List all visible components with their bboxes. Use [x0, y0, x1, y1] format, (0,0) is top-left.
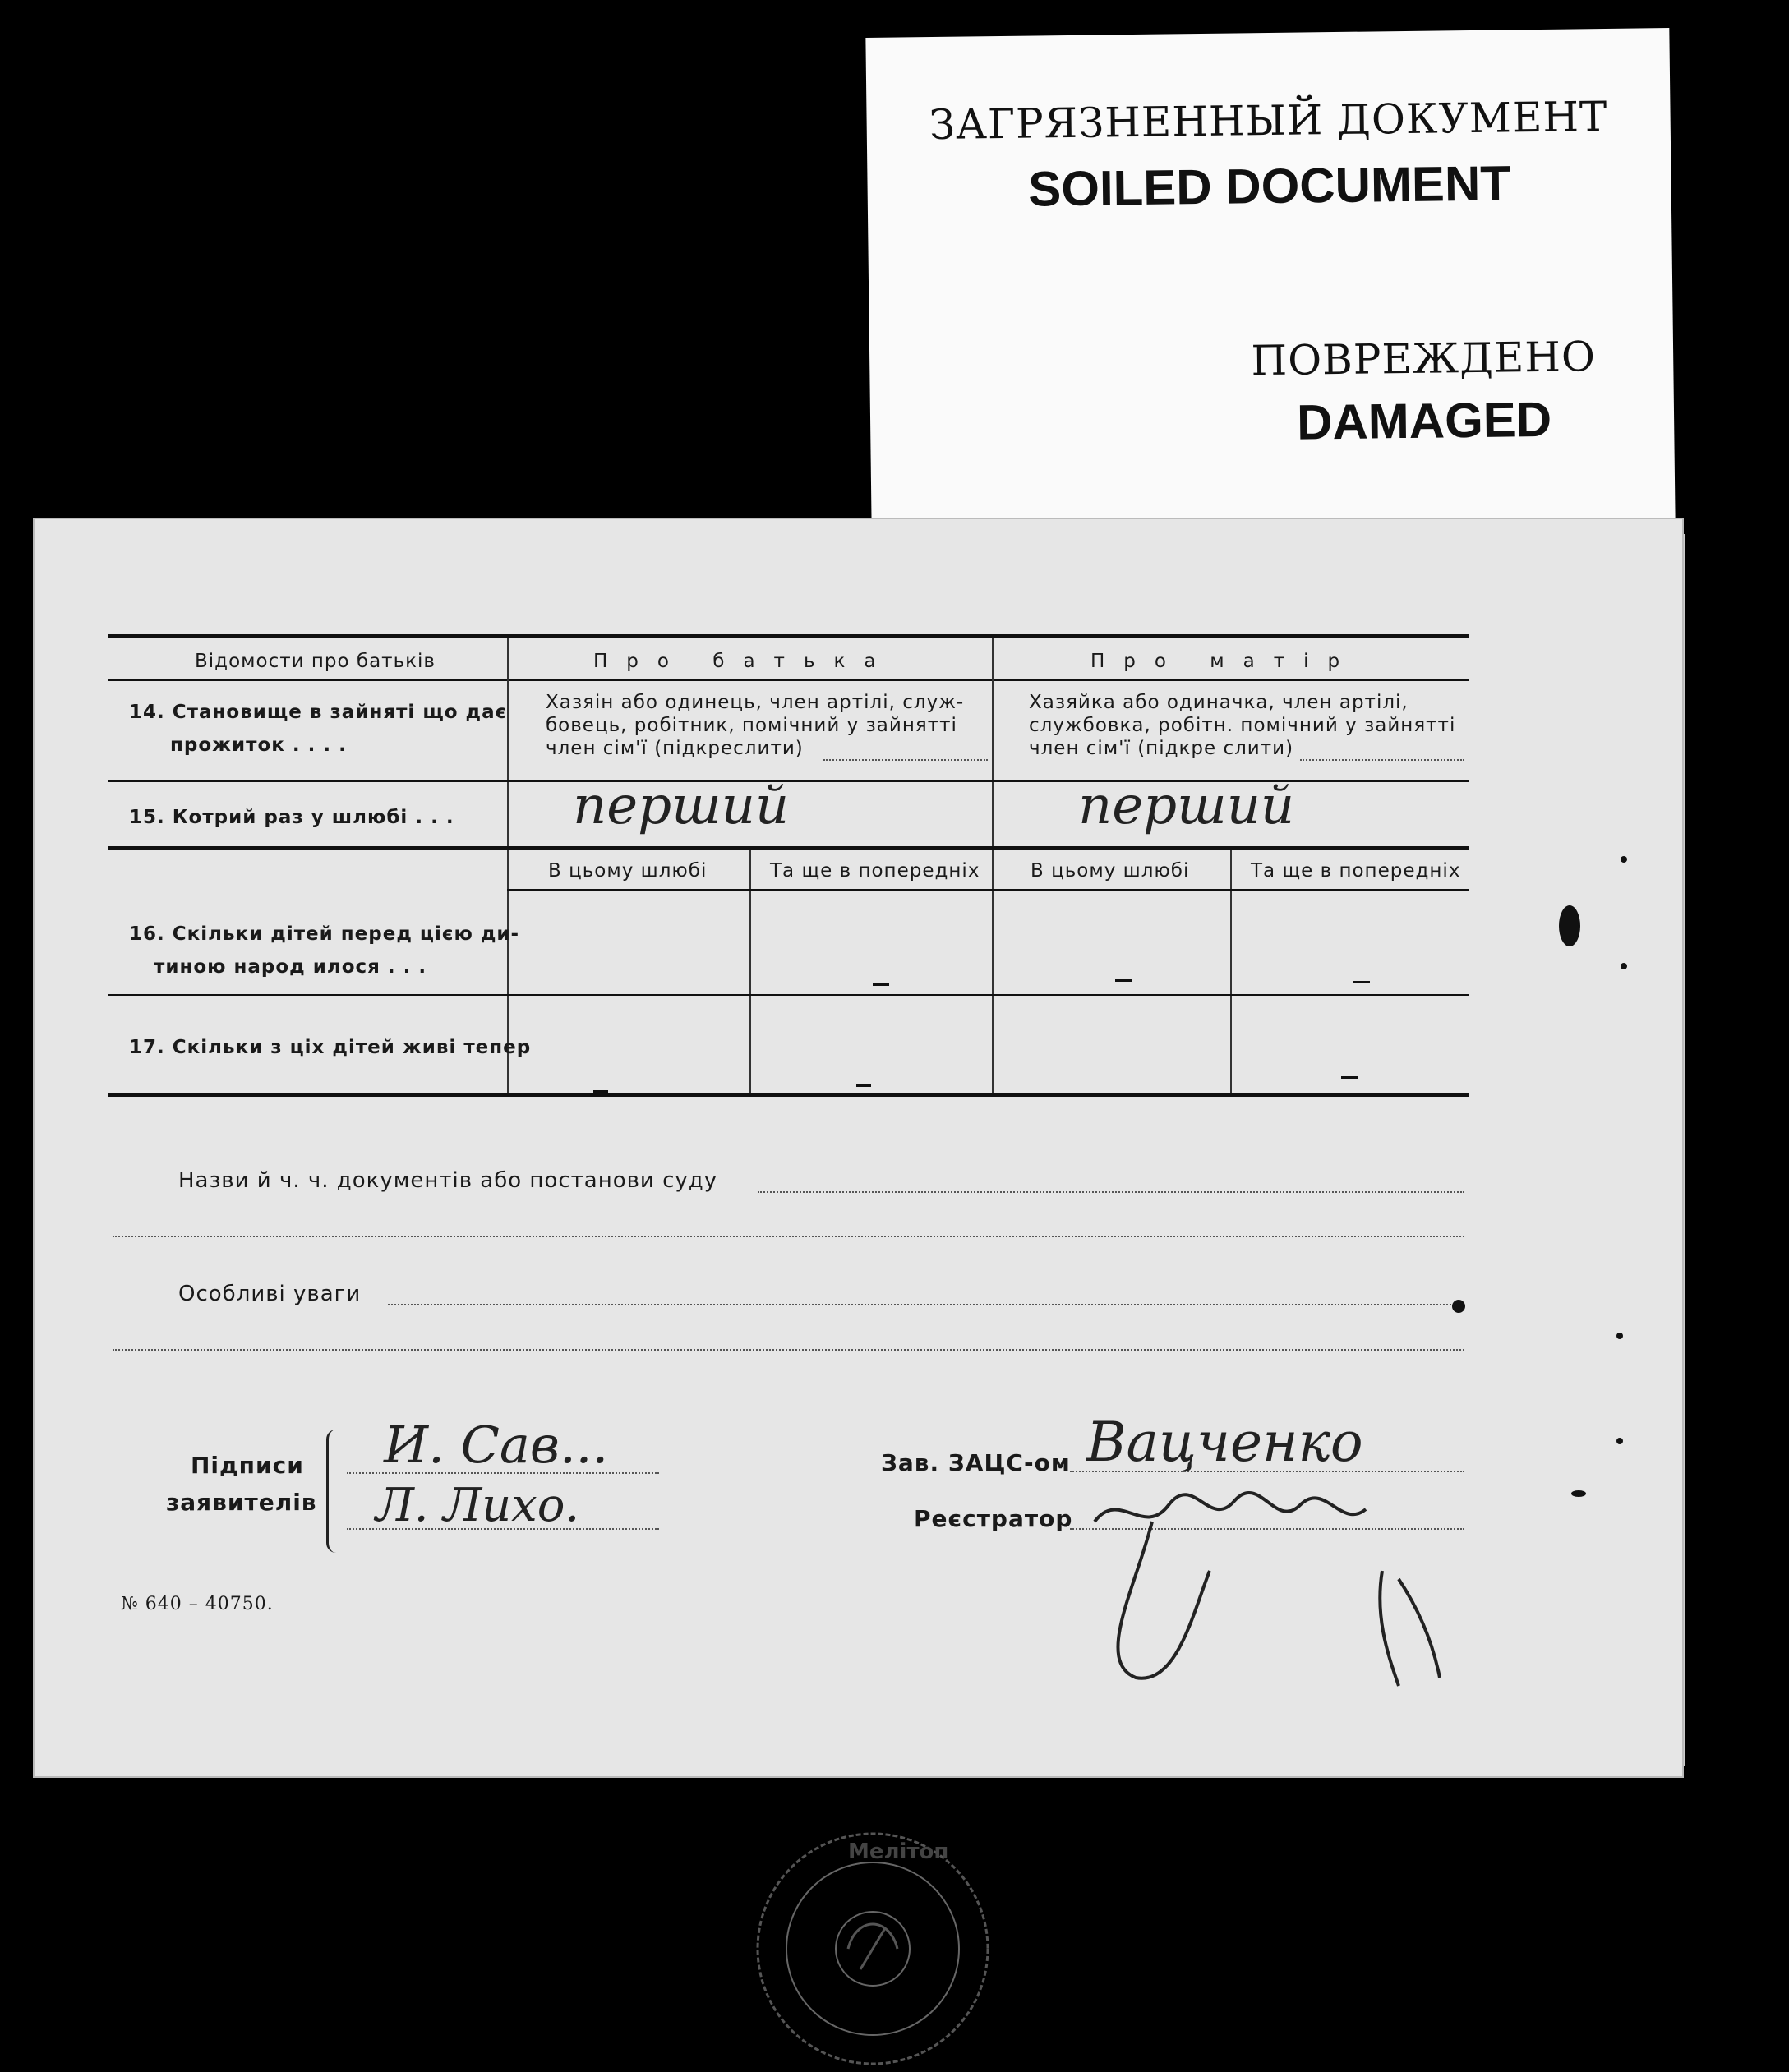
row14-label: 14. Становище в зайняті що дає — [129, 702, 508, 723]
row16-label-cont: тиною народ илося . . . — [154, 956, 427, 978]
signatures-label: Підписи — [191, 1452, 304, 1479]
registrar-signature-scribble — [1086, 1472, 1473, 1694]
registrar-label: Реєстратор — [914, 1505, 1073, 1532]
row14-mother-options: службовка, робітн. помічний у зайнятті — [1029, 715, 1456, 736]
label-soiled-en: SOILED DOCUMENT — [1027, 155, 1511, 217]
empty-cell-dash — [873, 983, 889, 986]
column-divider — [507, 638, 509, 1094]
row17-label: 17. Скільки з ціх дітей живі тепер — [129, 1037, 532, 1058]
table-bottom-rule — [108, 1093, 1469, 1097]
subheader-this-marriage-mother: В цьому шлюбі — [1031, 860, 1190, 882]
damage-spot — [1621, 963, 1627, 969]
damage-spot — [1616, 1333, 1623, 1339]
damage-label-card — [865, 28, 1675, 531]
header-parents-info: Відомости про батьків — [195, 651, 436, 672]
column-divider — [992, 638, 994, 1094]
empty-cell-dash — [593, 1090, 608, 1093]
row14-father-options: бовець, робітник, помічний у зайнятті — [546, 715, 957, 736]
row14-father-options: член сім'ї (підкреслити) — [546, 738, 804, 759]
row14-label-cont: прожиток . . . . — [170, 734, 347, 756]
header-about-mother: Про матір — [1090, 651, 1359, 672]
row14-mother-fill-line — [1300, 759, 1464, 761]
subcolumn-divider — [1230, 848, 1232, 1094]
official-stamp — [749, 1826, 996, 2072]
documents-fill-line — [113, 1236, 1464, 1237]
applicant1-signature: И. Сав... — [384, 1415, 609, 1475]
row-divider — [108, 994, 1469, 996]
notes-label: Особливі уваги — [178, 1282, 362, 1306]
subheader-previous-father: Та ще в попередніх — [770, 860, 980, 882]
row15-label: 15. Котрий раз у шлюбі . . . — [129, 807, 454, 828]
damage-spot — [1559, 905, 1580, 946]
row14-mother-options: Хазяйка або одиначка, член артілі, — [1029, 692, 1409, 713]
form-number: № 640 – 40750. — [121, 1594, 274, 1614]
empty-cell-dash — [1341, 1076, 1358, 1079]
documents-fill-line — [758, 1191, 1464, 1193]
label-soiled-ru: ЗАГРЯЗНЕННЫЙ ДОКУМЕНТ — [929, 92, 1608, 150]
empty-cell-dash — [1115, 979, 1132, 982]
stamp-text: Мелітоп — [848, 1839, 949, 1864]
head-label: Зав. ЗАЦС-ом — [881, 1449, 1071, 1476]
row15-mother-value: перший — [1078, 776, 1295, 836]
applicant1-line — [347, 1472, 659, 1474]
damage-spot — [1616, 1438, 1623, 1444]
row14-father-options: Хазяін або одинець, член артілі, служ- — [546, 692, 965, 713]
empty-cell-dash — [856, 1084, 871, 1087]
table-top-rule — [108, 634, 1469, 638]
damage-spot — [1621, 856, 1627, 863]
signatures-brace — [326, 1430, 344, 1553]
subheader-previous-mother: Та ще в попередніх — [1251, 860, 1461, 882]
notes-fill-line — [388, 1304, 1464, 1305]
row-divider — [507, 889, 1469, 891]
signatures-label-cont: заявителів — [166, 1489, 317, 1516]
damage-spot — [1571, 1490, 1586, 1497]
row14-father-fill-line — [823, 759, 988, 761]
head-signature: Вацченко — [1086, 1411, 1363, 1474]
row14-mother-options: член сім'ї (підкре слити) — [1029, 738, 1294, 759]
subheader-this-marriage-father: В цьому шлюбі — [548, 860, 708, 882]
row15-father-value: перший — [573, 776, 790, 836]
applicant2-signature: Л. Лихо. — [376, 1479, 580, 1532]
civil-registry-form — [33, 518, 1684, 1864]
label-damaged-ru: ПОВРЕЖДЕНО — [1251, 333, 1597, 385]
damage-spot — [1452, 1300, 1465, 1313]
applicant2-line — [347, 1528, 659, 1530]
row16-label: 16. Скільки дітей перед цією ди- — [129, 923, 520, 945]
label-damaged-en: DAMAGED — [1296, 391, 1552, 450]
row-divider — [108, 679, 1469, 681]
documents-label: Назви й ч. ч. документів або постанови суду — [178, 1168, 718, 1193]
header-about-father: Про батька — [593, 651, 895, 672]
subcolumn-divider — [749, 848, 751, 1094]
row-divider — [108, 846, 1469, 850]
notes-fill-line — [113, 1349, 1464, 1351]
empty-cell-dash — [1353, 981, 1370, 983]
